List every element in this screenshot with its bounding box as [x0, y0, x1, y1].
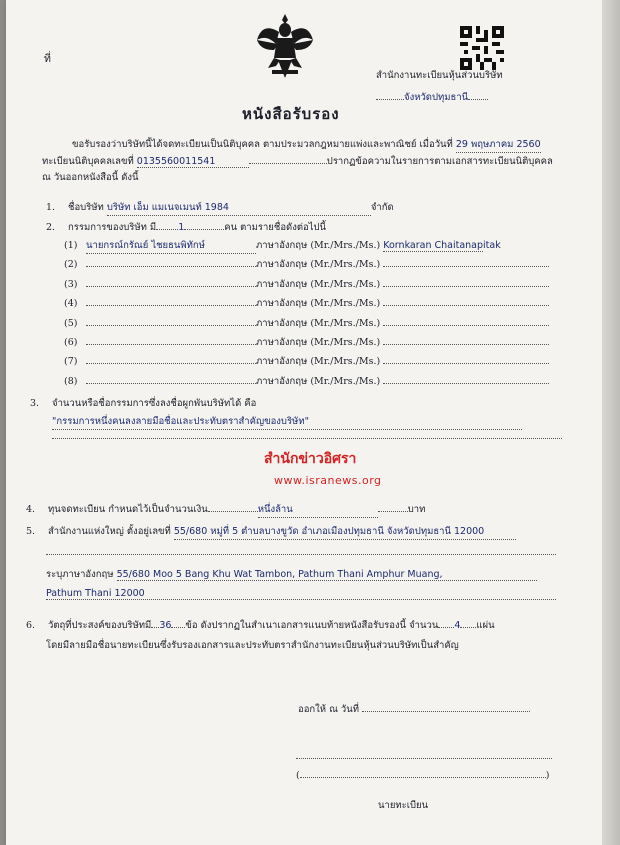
- watermark-name: สำนักข่าวอิศรา: [264, 451, 357, 467]
- item6-line-2: โดยมีลายมือชื่อนายทะเบียนซึ่งรับรองเอกสารและประทับตราสำนักงานทะเบียนหุ้นส่วนบริษัทเป็นสำคัญ: [46, 640, 459, 651]
- head-office-address: 55/680 หมู่ที่ 5 ตำบลบางขูวัด อำเภอเมืองปทุมธานี จังหวัดปทุมธานี 12000: [174, 524, 516, 540]
- item5-row: 5. สำนักงานแห่งใหญ่ ตั้งอยู่เลขที่ 55/680 หมู่ที่ 5 ตำบลบางขูวัด อำเภอเมืองปทุมธานี จังหวัดปทุมธานี 12000: [26, 524, 516, 540]
- registration-date: 29 พฤษภาคม 2560: [456, 137, 541, 153]
- director-row: (5) ภาษาอังกฤษ (Mr./Mrs./Ms.): [64, 316, 534, 335]
- director-row: (6) ภาษาอังกฤษ (Mr./Mrs./Ms.): [64, 335, 534, 354]
- office-line-1: สำนักงานทะเบียนหุ้นส่วนบริษัท: [376, 70, 503, 81]
- objectives-count: 36: [159, 620, 172, 631]
- registration-number: 0135560011541: [137, 156, 249, 168]
- registered-capital: หนึ่งล้าน: [258, 502, 378, 518]
- issued-date-row: ออกให้ ณ วันที่: [298, 702, 530, 717]
- intro-line-1: ขอรับรองว่าบริษัทนี้ได้จดทะเบียนเป็นนิติบุคคล ตามประมวลกฎหมายแพ่งและพาณิชย์ เมื่อวันที่ 29 พฤษภาคม 2560: [72, 137, 541, 153]
- director-row: (2) ภาษาอังกฤษ (Mr./Mrs./Ms.): [64, 257, 534, 276]
- document-title: หนังสือรับรอง: [242, 105, 340, 123]
- office-line-2: จังหวัดปทุมธานี: [404, 92, 469, 103]
- page-edge: [602, 0, 620, 845]
- director-row: (1) นายกรณ์กรัณย์ ไชยธนพิทักษ์ ภาษาอังกฤษ (Mr./Mrs./Ms.) Kornkaran Chaitanapitak: [64, 238, 534, 257]
- director-row: (3) ภาษาอังกฤษ (Mr./Mrs./Ms.): [64, 277, 534, 296]
- head-office-address-eng: 55/680 Moo 5 Bang Khu Wat Tambon, Pathum Thani Amphur Muang,: [117, 569, 537, 581]
- page-number-label: ที่: [44, 53, 51, 65]
- garuda-emblem-icon: [254, 10, 316, 82]
- director-row: (7) ภาษาอังกฤษ (Mr./Mrs./Ms.): [64, 354, 534, 373]
- director-count: 1: [178, 222, 185, 233]
- certificate-page: [6, 0, 602, 845]
- intro-line-3: ณ วันออกหนังสือนี้ ดังนี้: [42, 172, 139, 183]
- item4-row: 4. ทุนจดทะเบียน กำหนดไว้เป็นจำนวนเงิน หนึ่งล้าน บาท: [26, 502, 425, 518]
- qr-code-icon: [460, 26, 504, 70]
- directors-list: [64, 238, 534, 393]
- director-row: (4) ภาษาอังกฤษ (Mr./Mrs./Ms.): [64, 296, 534, 315]
- registrar-title: นายทะเบียน: [378, 800, 429, 811]
- watermark-url: www.isranews.org: [274, 474, 382, 487]
- item3-row: 3. จำนวนหรือชื่อกรรมการซึ่งลงชื่อผูกพันบริษัทได้ คือ: [30, 398, 257, 409]
- item6-row: 6. วัตถุที่ประสงค์ของบริษัทมี 36 ข้อ ดังปรากฏในสำเนาเอกสารแนบท้ายหนังสือรับรองนี้ จำนวน 4 แผ่น: [26, 620, 495, 631]
- blank-line: [46, 554, 556, 555]
- blank-line: [52, 438, 562, 439]
- director-row: (8) ภาษาอังกฤษ (Mr./Mrs./Ms.): [64, 374, 534, 393]
- item2-row: 2. กรรมการของบริษัท มี 1 คน ตามรายชื่อดังต่อไปนี้: [46, 222, 327, 233]
- attached-pages: 4: [454, 620, 461, 631]
- company-name: บริษัท เอ็ม แมเนจเมนท์ 1984: [107, 200, 371, 216]
- signing-authority: "กรรมการหนึ่งคนลงลายมือชื่อและประทับตราสำคัญของบริษัท": [52, 414, 522, 430]
- item1-row: 1. ชื่อบริษัท บริษัท เอ็ม แมเนจเมนท์ 1984 จำกัด: [46, 200, 394, 216]
- item5-eng-row-2: Pathum Thani 12000: [46, 588, 556, 600]
- item5-eng-row: ระบุภาษาอังกฤษ 55/680 Moo 5 Bang Khu Wat Tambon, Pathum Thani Amphur Muang,: [46, 567, 537, 582]
- signature-line: [296, 758, 552, 759]
- registrar-name-row: ( ): [296, 770, 550, 781]
- intro-line-2: ทะเบียนนิติบุคคลเลขที่ 0135560011541 ปรากฏข้อความในรายการตามเอกสารทะเบียนนิติบุคคล: [42, 156, 553, 167]
